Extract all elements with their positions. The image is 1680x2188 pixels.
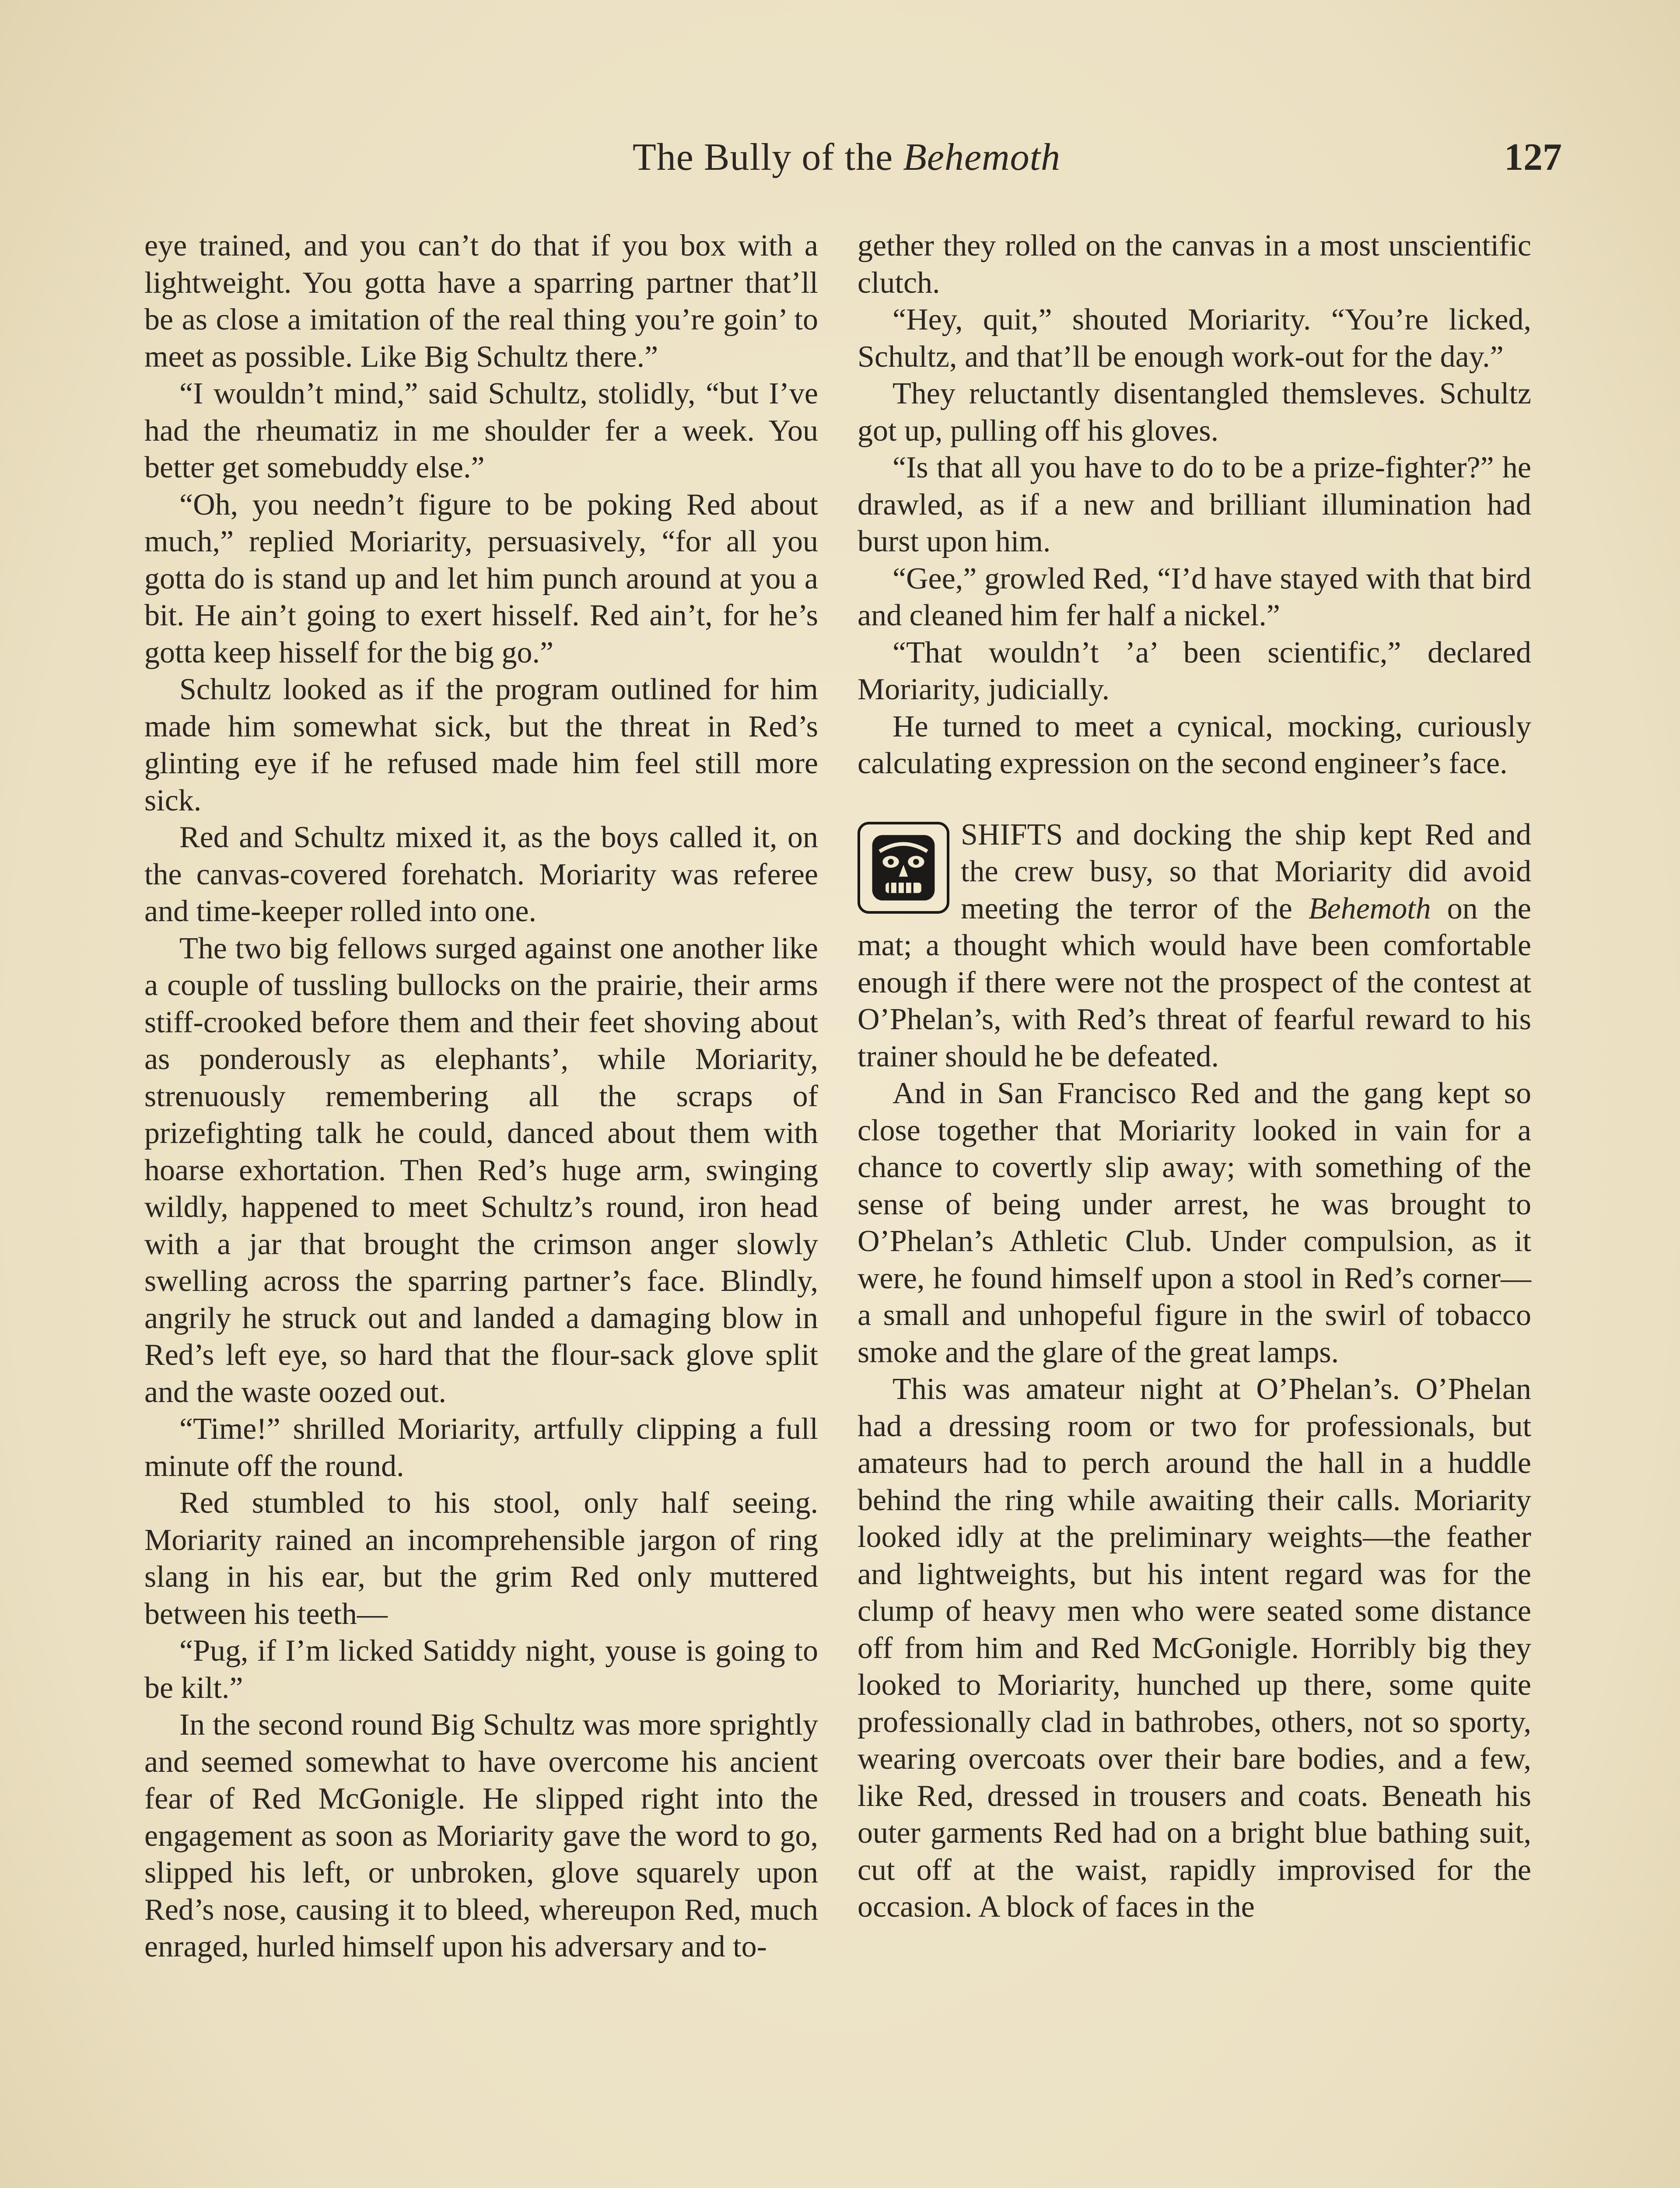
running-title bbox=[131, 131, 1562, 184]
paragraph: Red and Schultz mixed it, as the boys called it, on the canvas-covered forehatch. Moriarity was referee and time-keeper rolled into one. bbox=[144, 820, 818, 928]
paragraph: “Gee,” growled Red, “I’d have stayed with that bird and cleaned him fer half a nickel.” bbox=[858, 561, 1531, 632]
section-text-continued: on the mat; a thought which would have been comfortable enough if there were not the prospect of the contest at O’Phelan’s, with Red’s threat of fearful reward to his trainer should he be defeated. bbox=[858, 891, 1531, 1073]
paragraph: “Is that all you have to do to be a prize-fighter?” he drawled, as if a new and brilliant illumination had burst upon him. bbox=[858, 451, 1531, 558]
paragraph: They reluctantly disentangled themsleves. Schultz got up, pulling off his gloves. bbox=[858, 377, 1531, 448]
section-text: SHIFTS and docking the ship kept Red and the crew busy, so that Moriarity did avoid meeting the terror of the bbox=[961, 817, 1531, 926]
title-italic: Behemoth bbox=[903, 136, 1061, 179]
paragraph: Red stumbled to his stool, only half seeing. Moriarity rained an incomprehensible jargon of ring slang in his ear, but the grim Red only muttered between his teeth— bbox=[144, 1486, 818, 1631]
paragraph: “Oh, you needn’t figure to be poking Red about much,” replied Moriarity, persuasively, “for all you gotta do is stand up and let him punch around at you a bit. He ain’t going to exert hisself. Red ain’t, for he’s gotta keep hisself for the big go.” bbox=[144, 487, 818, 670]
paragraph: “Pug, if I’m licked Satiddy night, youse is going to be kilt.” bbox=[144, 1634, 818, 1705]
paragraph: “I wouldn’t mind,” said Schultz, stolidly, “but I’ve had the rheumatiz in me shoulder fer a week. You better get somebuddy else.” bbox=[144, 377, 818, 484]
page-number: 127 bbox=[1504, 136, 1562, 179]
paragraph: The two big fellows surged against one another like a couple of tussling bullocks on the prairie, their arms stiff-crooked before them and their feet shoving about as ponderously as elephants’, while Moriarity, strenuously remembering all the scraps of prizefighting talk he could, danced about them with hoarse exhortation. Then Red’s huge arm, swinging wildly, happened to meet Schultz’s round, iron head with a jar that brought the crimson anger slowly swelling across the sparring partner’s face. Blindly, angrily he struck out and landed a damaging blow in Red’s left eye, so hard that the flour-sack glove split and the waste oozed out. bbox=[144, 931, 818, 1409]
ship-name-italic: Behemoth bbox=[1308, 891, 1431, 926]
right-column bbox=[858, 228, 1531, 1926]
section-opening-paragraph bbox=[858, 817, 1531, 1076]
paragraph: “Hey, quit,” shouted Moriarity. “You’re licked, Schultz, and that’ll be enough work-out for the day.” bbox=[858, 303, 1531, 374]
paragraph: He turned to meet a cynical, mocking, curiously calculating expression on the second engineer’s face. bbox=[858, 709, 1531, 780]
totem-face-ornament-icon bbox=[858, 822, 949, 914]
paragraph: “That wouldn’t ’a’ been scientific,” declared Moriarity, judicially. bbox=[858, 635, 1531, 706]
title-text: The Bully of the bbox=[632, 136, 903, 179]
paragraph: “Time!” shrilled Moriarity, artfully clipping a full minute off the round. bbox=[144, 1412, 818, 1483]
paragraph: In the second round Big Schultz was more sprightly and seemed somewhat to have overcome his ancient fear of Red McGonigle. He slipped right into the engagement as soon as Moriarity gave the word to go, slipped his left, or unbroken, glove squarely upon Red’s nose, causing it to bleed, whereupon Red, much enraged, hurled himself upon his adversary and to- bbox=[144, 1708, 818, 1964]
left-column bbox=[144, 228, 818, 1966]
paragraph: This was amateur night at O’Phelan’s. O’Phelan had a dressing room or two for professionals, but amateurs had to perch around the hall in a huddle behind the ring while awaiting their calls. Moriarity looked idly at the preliminary weights—the feather and lightweights, but his intent regard was for the clump of heavy men who were seated some distance off from him and Red McGonigle. Horribly big they looked to Moriarity, hunched up there, some quite professionally clad in bathrobes, others, not so sporty, wearing overcoats over their bare bodies, and a few, like Red, dressed in trousers and coats. Beneath his outer garments Red had on a bright blue bathing suit, cut off at the waist, rapidly improvised for the occasion. A block of faces in the bbox=[858, 1372, 1531, 1924]
paragraph: eye trained, and you can’t do that if you box with a lightweight. You gotta have a sparring partner that’ll be as close a imitation of the real thing you’re goin’ to meet as possible. Like Big Schultz there.” bbox=[144, 229, 818, 374]
paragraph: Schultz looked as if the program outlined for him made him somewhat sick, but the threat in Red’s glinting eye if he refused made him feel still more sick. bbox=[144, 673, 818, 817]
paragraph: gether they rolled on the canvas in a most unscientific clutch. bbox=[858, 229, 1531, 300]
paragraph: And in San Francisco Red and the gang kept so close together that Moriarity looked in vain for a chance to covertly slip away; with something of the sense of being under arrest, he was brought to O’Phelan’s Athletic Club. Under compulsion, as it were, he found himself upon a stool in Red’s corner—a small and unhopeful figure in the swirl of tobacco smoke and the glare of the great lamps. bbox=[858, 1076, 1531, 1369]
running-header bbox=[131, 131, 1562, 184]
